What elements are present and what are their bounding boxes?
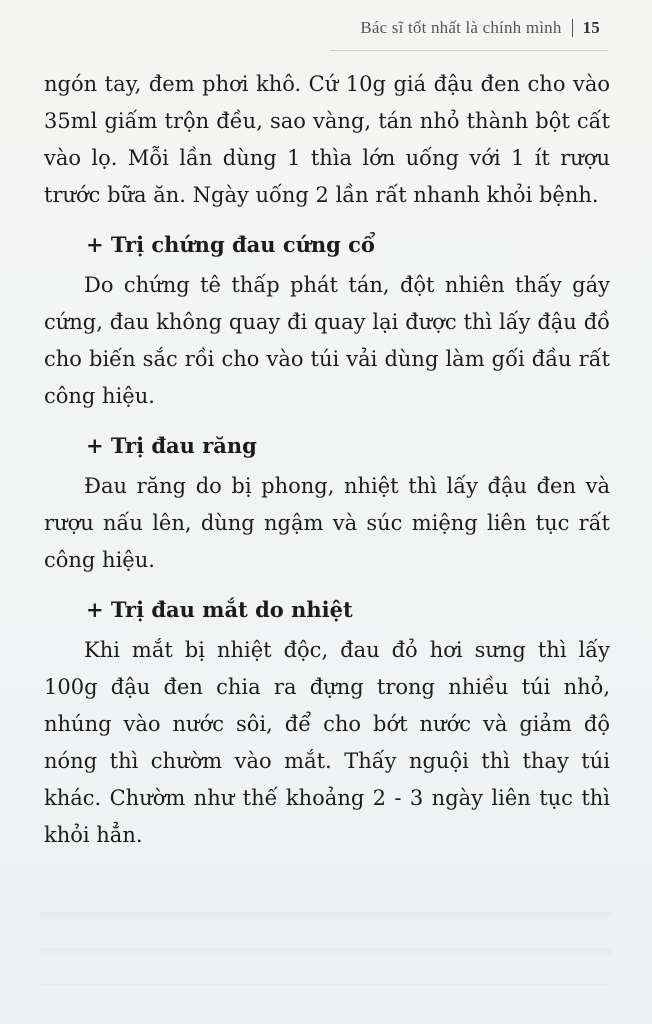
page-number: 15	[582, 18, 600, 37]
section-heading-eye-pain: + Trị đau mắt do nhiệt	[86, 597, 353, 622]
running-header	[360, 18, 600, 38]
paragraph-eye-pain: Khi mắt bị nhiệt độc, đau đỏ hơi sưng thì lấy 100g đậu đen chia ra đựng trong nhiều túi nhỏ, nhúng vào nước sôi, để cho bớt nước và giảm độ nóng thì chườm vào mắt. Thấy nguội thì thay túi khác. Chườm như thế khoảng 2 - 3 ngày liên tục thì khỏi hẳn.	[44, 638, 610, 847]
header-rule	[330, 50, 608, 51]
section-heading-neck-pain: + Trị chứng đau cứng cổ	[86, 232, 375, 257]
running-title: Bác sĩ tốt nhất là chính mình	[360, 18, 562, 37]
paragraph-toothache: Đau răng do bị phong, nhiệt thì lấy đậu đen và rượu nấu lên, dùng ngậm và súc miệng liên tục rất công hiệu.	[44, 474, 610, 572]
section-heading-toothache: + Trị đau răng	[86, 433, 257, 458]
paragraph-continued: ngón tay, đem phơi khô. Cứ 10g giá đậu đen cho vào 35ml giấm trộn đều, sao vàng, tán nhỏ thành bột cất vào lọ. Mỗi lần dùng 1 thìa lớn uống với 1 ít rượu trước bữa ăn. Ngày uống 2 lần rất nhanh khỏi bệnh.	[44, 72, 610, 207]
paragraph-neck-pain: Do chứng tê thấp phát tán, đột nhiên thấy gáy cứng, đau không quay đi quay lại được thì lấy đậu đồ cho biến sắc rồi cho vào túi vải dùng làm gối đầu rất công hiệu.	[44, 273, 610, 408]
show-through-text	[40, 885, 612, 985]
header-separator	[572, 19, 573, 37]
page-content	[44, 66, 610, 854]
